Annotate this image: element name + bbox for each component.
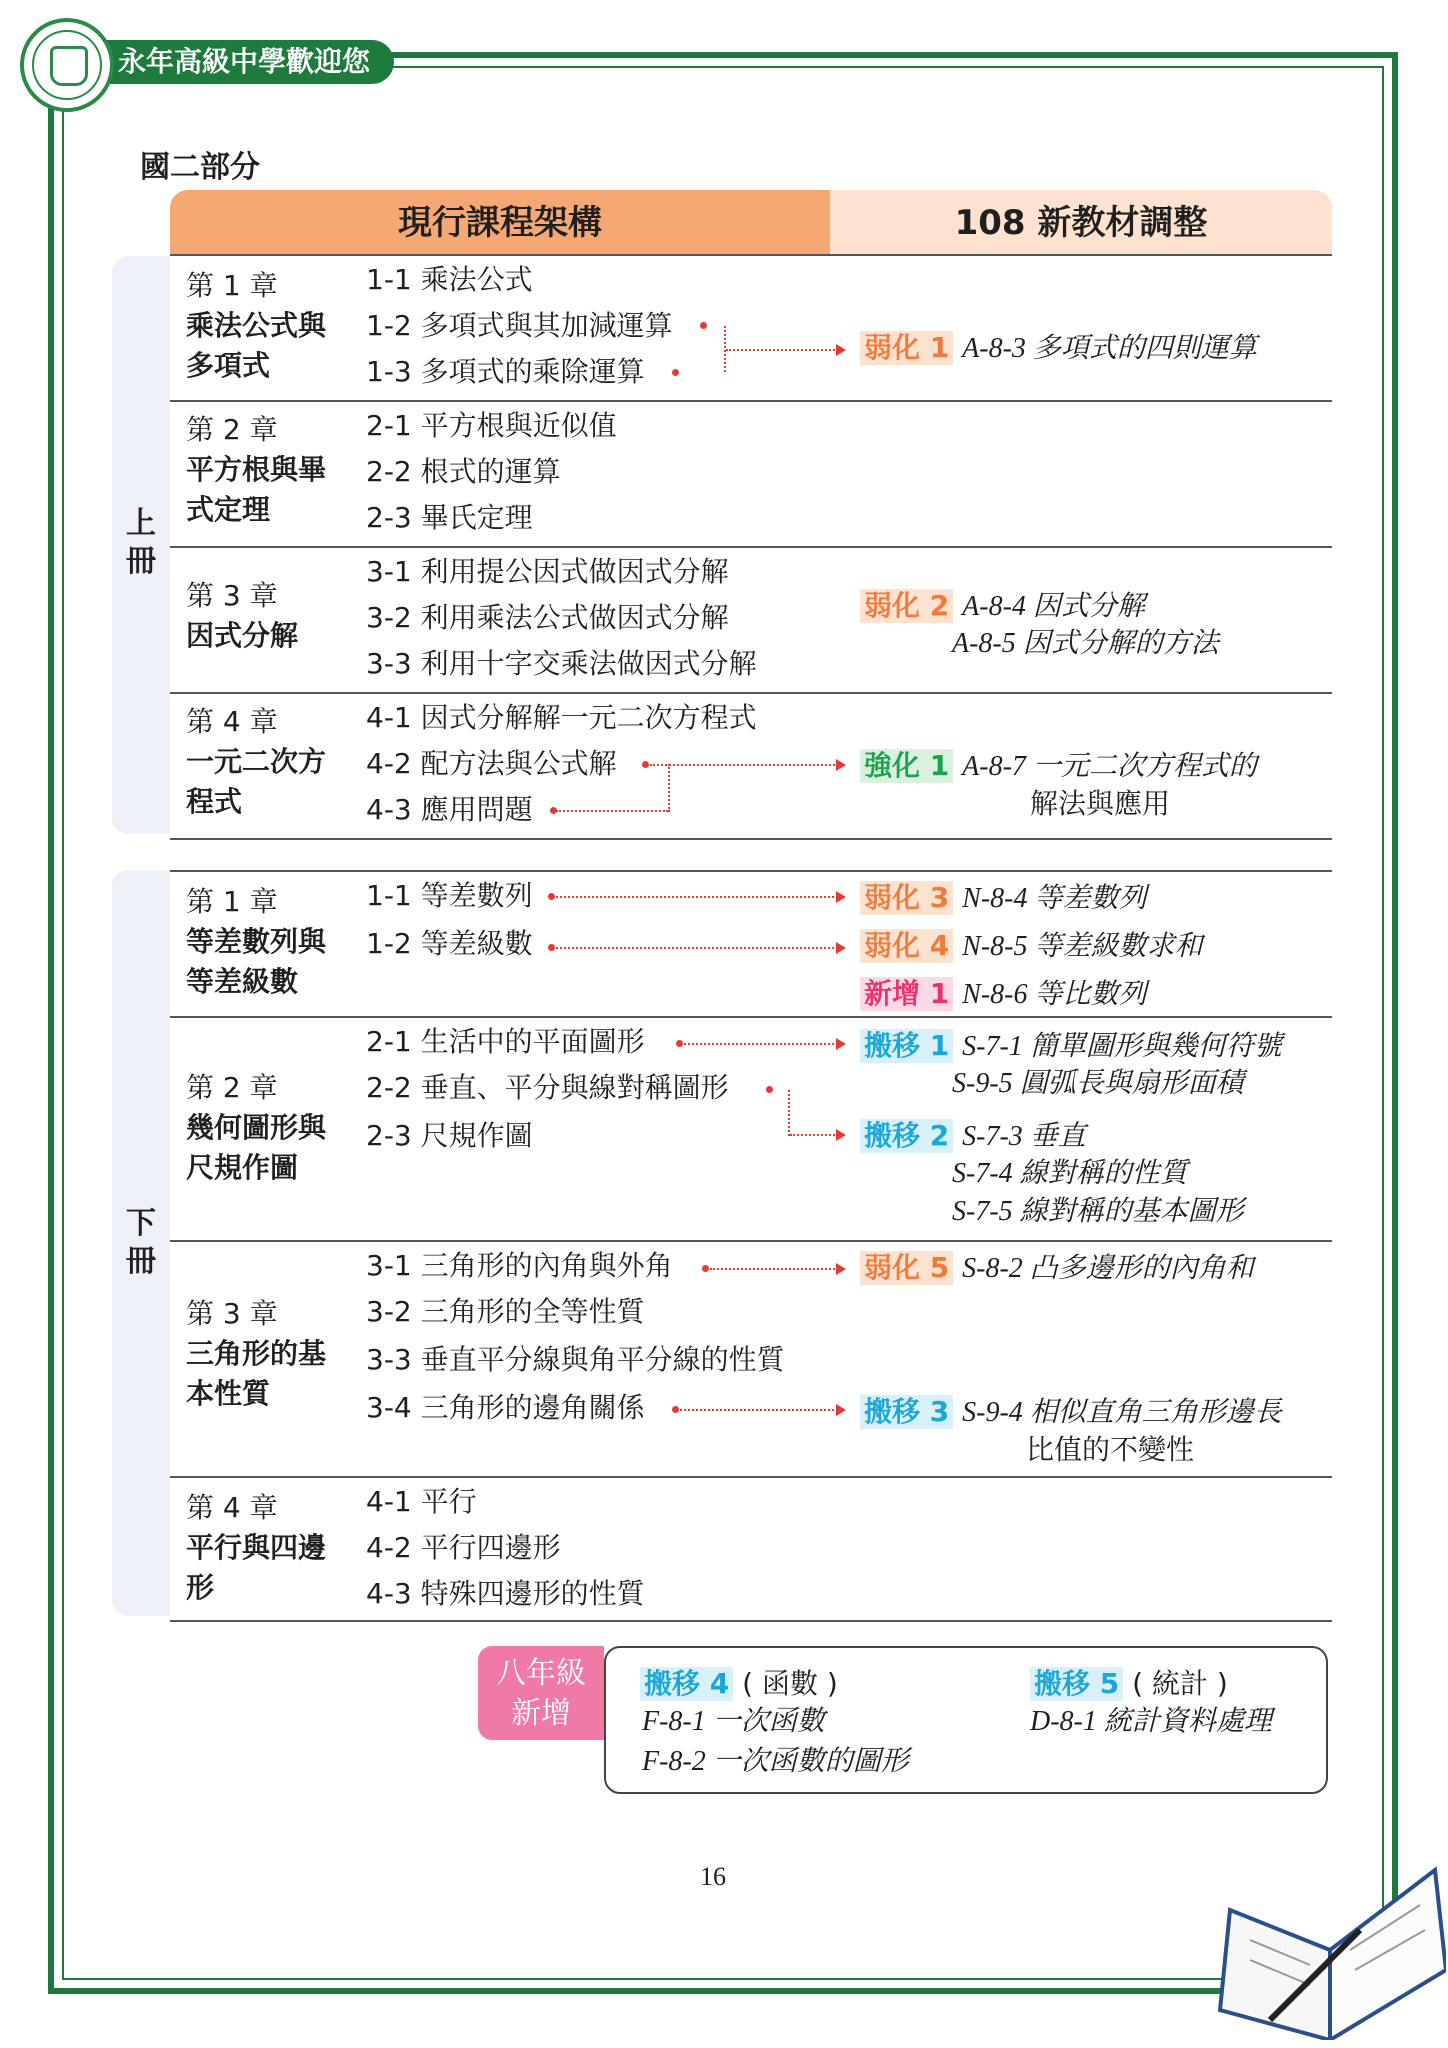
standard-code: F-8-1 一次函數 bbox=[642, 1706, 825, 1737]
connector-line bbox=[668, 764, 670, 812]
arrow-line bbox=[556, 947, 842, 949]
tag-move: 搬移 2 bbox=[860, 1119, 953, 1153]
standard-code: S-7-1 簡單圖形與幾何符號 bbox=[962, 1031, 1282, 1062]
section-item: 4-2 平行四邊形 bbox=[366, 1531, 561, 1564]
section-item: 2-3 尺規作圖 bbox=[366, 1119, 533, 1152]
tag-new: 新增 1 bbox=[860, 977, 953, 1011]
chapter-title: 多項式 bbox=[186, 349, 271, 382]
chapter-cell bbox=[186, 576, 298, 656]
chapter-title: 乘法公式與 bbox=[186, 309, 327, 342]
standard-code: A-8-7 一元二次方程式的 bbox=[962, 751, 1257, 782]
row-divider bbox=[170, 1620, 1332, 1622]
chapter-cell bbox=[186, 266, 326, 386]
arrow-dot bbox=[548, 893, 555, 900]
move5-heading bbox=[1030, 1664, 1228, 1704]
standard-code: N-8-5 等差級數求和 bbox=[962, 931, 1203, 962]
arrow-dot bbox=[766, 1086, 773, 1093]
chapter-title: 平方根與畢 bbox=[186, 453, 327, 486]
standard-code: A-8-4 因式分解 bbox=[962, 591, 1145, 622]
adjust-entry bbox=[860, 974, 1146, 1015]
chapter-title: 因式分解 bbox=[186, 619, 299, 652]
move4-heading bbox=[640, 1664, 838, 1704]
row-divider bbox=[170, 692, 1332, 694]
chapter-cell bbox=[186, 882, 326, 1002]
section-item: 1-2 多項式與其加減運算 bbox=[366, 309, 673, 342]
arrow-line bbox=[680, 1409, 842, 1411]
tag-weaken: 弱化 3 bbox=[860, 881, 953, 915]
section-item: 1-3 多項式的乘除運算 bbox=[366, 355, 645, 388]
section-item: 3-2 利用乘法公式做因式分解 bbox=[366, 601, 729, 634]
arrow-dot bbox=[642, 761, 649, 768]
section-item: 3-1 三角形的內角與外角 bbox=[366, 1249, 673, 1282]
arrow-dot bbox=[676, 1040, 683, 1047]
chapter-number: 第 1 章 bbox=[186, 269, 278, 302]
standard-code: S-7-5 線對稱的基本圖形 bbox=[952, 1196, 1244, 1227]
section-item: 4-3 特殊四邊形的性質 bbox=[366, 1577, 645, 1610]
section-item: 4-1 平行 bbox=[366, 1485, 477, 1518]
chapter-number: 第 3 章 bbox=[186, 579, 278, 612]
tag-move: 搬移 4 bbox=[640, 1667, 733, 1701]
row-divider bbox=[170, 838, 1332, 840]
chapter-title: 等差數列與 bbox=[186, 925, 327, 958]
standard-code: S-7-3 垂直 bbox=[962, 1121, 1086, 1152]
section-item: 3-1 利用提公因式做因式分解 bbox=[366, 555, 729, 588]
section-item: 1-1 等差數列 bbox=[366, 879, 533, 912]
standard-code: D-8-1 統計資料處理 bbox=[1030, 1706, 1272, 1737]
chapter-number: 第 3 章 bbox=[186, 1297, 278, 1330]
row-divider bbox=[170, 1240, 1332, 1242]
connector-line bbox=[556, 810, 668, 812]
section-item: 1-1 乘法公式 bbox=[366, 263, 533, 296]
chapter-number: 第 4 章 bbox=[186, 705, 278, 738]
arrow-line bbox=[790, 1134, 842, 1136]
chapter-cell bbox=[186, 1294, 326, 1414]
section-item: 3-3 垂直平分線與角平分線的性質 bbox=[366, 1343, 785, 1376]
chapter-number: 第 4 章 bbox=[186, 1491, 278, 1524]
adjust-entry bbox=[860, 1026, 1282, 1067]
tag-weaken: 弱化 5 bbox=[860, 1251, 953, 1285]
arrow-line bbox=[710, 1268, 842, 1270]
standard-code: S-7-4 線對稱的性質 bbox=[952, 1158, 1188, 1189]
adjust-entry bbox=[860, 328, 1257, 369]
arrow-dot bbox=[672, 369, 679, 376]
standard-code: S-8-2 凸多邊形的內角和 bbox=[962, 1253, 1254, 1284]
chapter-cell bbox=[186, 1488, 326, 1608]
section-item: 3-2 三角形的全等性質 bbox=[366, 1295, 645, 1328]
volume-upper-label bbox=[112, 505, 170, 581]
tag-move: 搬移 1 bbox=[860, 1029, 953, 1063]
header-current: 現行課程架構 bbox=[170, 190, 830, 256]
volume-upper-text: 上冊 bbox=[126, 506, 156, 579]
connector-line bbox=[788, 1090, 790, 1136]
adjust-entry bbox=[860, 1248, 1254, 1289]
adjust-entry bbox=[860, 926, 1202, 967]
chapter-title: 幾何圖形與 bbox=[186, 1111, 327, 1144]
standard-code: F-8-2 一次函數的圖形 bbox=[642, 1746, 909, 1777]
section-item: 2-1 生活中的平面圖形 bbox=[366, 1025, 645, 1058]
school-banner: 永年高級中學歡迎您 bbox=[100, 40, 394, 84]
chapter-title: 式定理 bbox=[186, 493, 271, 526]
chapter-cell bbox=[186, 410, 326, 530]
chapter-title: 平行與四邊 bbox=[186, 1531, 327, 1564]
section-item: 2-2 垂直、平分與線對稱圖形 bbox=[366, 1071, 729, 1104]
move5-topic: ( 統計 ) bbox=[1132, 1667, 1228, 1700]
volume-lower-label bbox=[112, 1205, 170, 1281]
adjust-entry bbox=[860, 746, 1257, 787]
adjust-entry bbox=[860, 1392, 1282, 1433]
section-item: 4-3 應用問題 bbox=[366, 793, 533, 826]
chapter-number: 第 2 章 bbox=[186, 1071, 278, 1104]
header-108: 108 新教材調整 bbox=[830, 190, 1332, 256]
tag-move: 搬移 5 bbox=[1030, 1667, 1123, 1701]
arrow-dot bbox=[700, 322, 707, 329]
standard-code: A-8-3 多項式的四則運算 bbox=[962, 333, 1257, 364]
school-seal-logo bbox=[20, 18, 114, 112]
tag-weaken: 弱化 2 bbox=[860, 589, 953, 623]
row-divider bbox=[170, 254, 1332, 256]
section-item: 2-3 畢氏定理 bbox=[366, 501, 533, 534]
adjust-line: 比值的不變性 bbox=[1026, 1433, 1195, 1466]
section-item: 4-2 配方法與公式解 bbox=[366, 747, 617, 780]
tag-move: 搬移 3 bbox=[860, 1395, 953, 1429]
arrow-line bbox=[650, 764, 842, 766]
adjust-entry bbox=[860, 1116, 1086, 1157]
grade8-tag-line: 八年級 bbox=[496, 1656, 586, 1691]
section-item: 2-1 平方根與近似值 bbox=[366, 409, 617, 442]
chapter-number: 第 1 章 bbox=[186, 885, 278, 918]
section-item: 3-4 三角形的邊角關係 bbox=[366, 1391, 645, 1424]
chapter-cell bbox=[186, 1068, 326, 1188]
page-number: 16 bbox=[700, 1862, 726, 1891]
section-item: 4-1 因式分解解一元二次方程式 bbox=[366, 701, 757, 734]
arrow-line bbox=[684, 1043, 842, 1045]
row-divider bbox=[170, 870, 1332, 872]
chapter-number: 第 2 章 bbox=[186, 413, 278, 446]
adjust-entry bbox=[860, 878, 1146, 919]
section-item: 1-2 等差級數 bbox=[366, 927, 533, 960]
row-divider bbox=[170, 1016, 1332, 1018]
row-divider bbox=[170, 400, 1332, 402]
row-divider bbox=[170, 1476, 1332, 1478]
standard-code: N-8-6 等比數列 bbox=[962, 979, 1147, 1010]
chapter-title: 本性質 bbox=[186, 1377, 271, 1410]
grade8-tag-line: 新增 bbox=[511, 1696, 571, 1731]
adjust-entry bbox=[860, 586, 1145, 627]
standard-code: S-9-4 相似直角三角形邊長 bbox=[962, 1397, 1282, 1428]
section-title: 國二部分 bbox=[140, 150, 260, 185]
tag-weaken: 弱化 1 bbox=[860, 331, 953, 365]
tag-strengthen: 強化 1 bbox=[860, 749, 953, 783]
open-book-illustration bbox=[1210, 1840, 1446, 2040]
chapter-title: 形 bbox=[186, 1571, 215, 1604]
arrow-dot bbox=[672, 1406, 679, 1413]
chapter-title: 三角形的基 bbox=[186, 1337, 327, 1370]
grade8-new-tag bbox=[478, 1646, 604, 1740]
arrow-line bbox=[556, 896, 842, 898]
chapter-title: 尺規作圖 bbox=[186, 1151, 299, 1184]
row-divider bbox=[170, 546, 1332, 548]
arrow-dot bbox=[548, 944, 555, 951]
section-item: 2-2 根式的運算 bbox=[366, 455, 561, 488]
chapter-title: 程式 bbox=[186, 785, 243, 818]
tag-weaken: 弱化 4 bbox=[860, 929, 953, 963]
chapter-title: 等差級數 bbox=[186, 965, 299, 998]
section-item: 3-3 利用十字交乘法做因式分解 bbox=[366, 647, 757, 680]
move4-topic: ( 函數 ) bbox=[742, 1667, 838, 1700]
arrow-line bbox=[726, 349, 842, 351]
standard-code: N-8-4 等差數列 bbox=[962, 883, 1147, 914]
table-header bbox=[170, 190, 1332, 256]
volume-lower-text: 下冊 bbox=[126, 1206, 156, 1279]
arrow-dot bbox=[702, 1265, 709, 1272]
standard-code: S-9-5 圓弧長與扇形面積 bbox=[952, 1068, 1244, 1099]
adjust-line: 解法與應用 bbox=[1030, 787, 1171, 820]
standard-code: A-8-5 因式分解的方法 bbox=[952, 628, 1219, 659]
chapter-title: 一元二次方 bbox=[186, 745, 327, 778]
chapter-cell bbox=[186, 702, 326, 822]
